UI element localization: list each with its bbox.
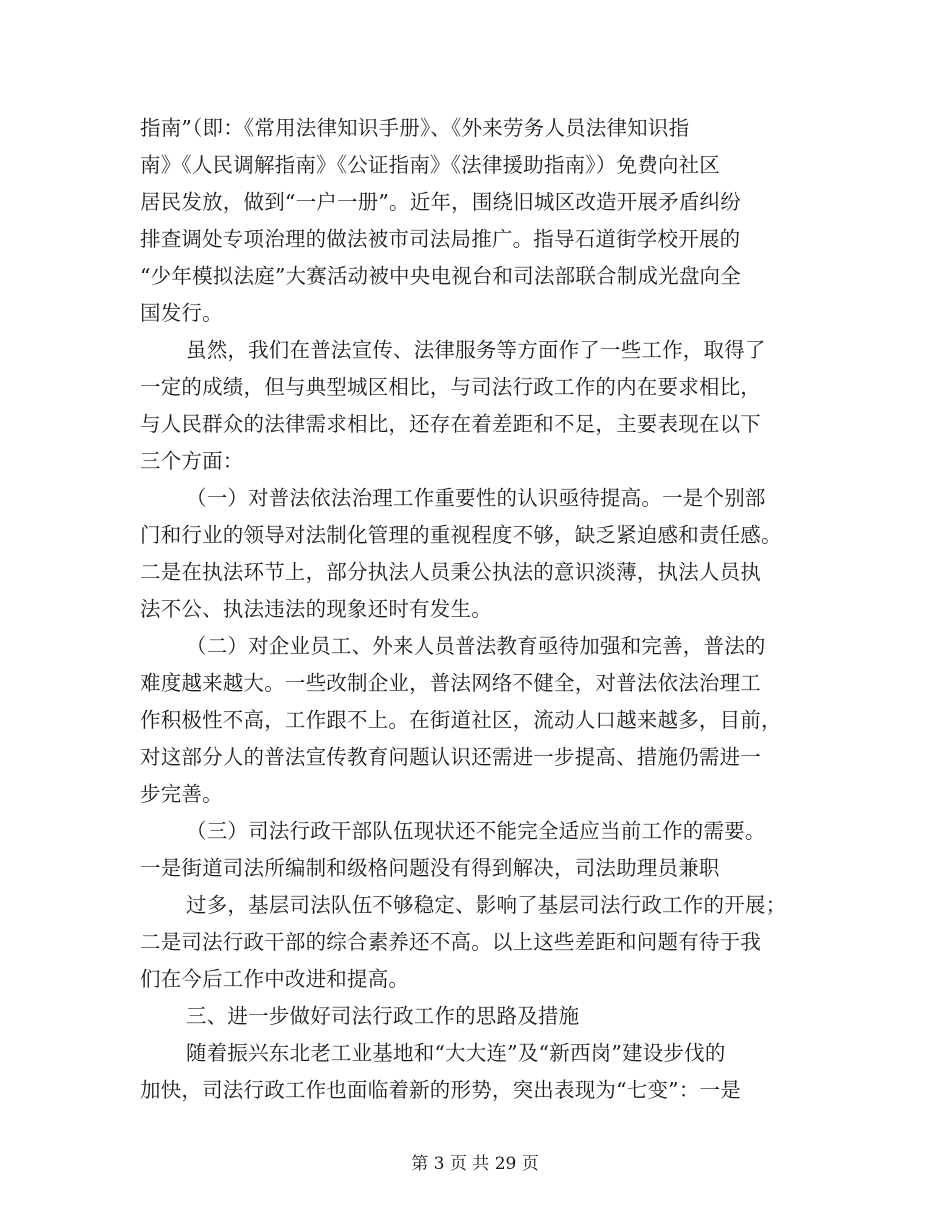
text-line: 加快，司法行政工作也面临着新的形势，突出表现为“七变”：一是 bbox=[140, 1078, 741, 1102]
text-line: 居民发放，做到“一户一册”。近年，围绕旧城区改造开展矛盾纠纷 bbox=[140, 190, 741, 214]
text-line: 法不公、执法违法的现象还时有发生。 bbox=[140, 597, 492, 621]
text-line: 虽然，我们在普法宣传、法律服务等方面作了一些工作，取得了 bbox=[186, 338, 766, 362]
text-line: 对这部分人的普法宣传教育问题认识还需进一步提高、措施仍需进一 bbox=[140, 745, 761, 769]
text-line: 们在今后工作中改进和提高。 bbox=[140, 967, 410, 991]
text-line: 门和行业的领导对法制化管理的重视程度不够，缺乏紧迫感和责任感。 bbox=[140, 523, 782, 547]
section-heading: 三、进一步做好司法行政工作的思路及措施 bbox=[186, 1004, 580, 1028]
text-line: 随着振兴东北老工业基地和“大大连”及“新西岗”建设步伐的 bbox=[186, 1041, 726, 1065]
text-line: 指南”（即：《常用法律知识手册》、《外来劳务人员法律知识指 bbox=[140, 116, 690, 140]
text-line: 排查调处专项治理的做法被市司法局推广。指导石道街学校开展的 bbox=[140, 227, 741, 251]
text-line: 二是在执法环节上，部分执法人员秉公执法的意识淡薄，执法人员执 bbox=[140, 560, 761, 584]
text-line: （三）司法行政干部队伍现状还不能完全适应当前工作的需要。 bbox=[186, 819, 766, 843]
text-line: 三个方面： bbox=[140, 449, 244, 473]
text-line: 一是街道司法所编制和级格问题没有得到解决，司法助理员兼职 bbox=[140, 856, 720, 880]
text-line: （二）对企业员工、外来人员普法教育亟待加强和完善，普法的 bbox=[186, 634, 766, 658]
text-line: 难度越来越大。一些改制企业，普法网络不健全，对普法依法治理工 bbox=[140, 671, 761, 695]
text-line: 国发行。 bbox=[140, 301, 223, 325]
text-line: 作积极性不高，工作跟不上。在街道社区，流动人口越来越多，目前， bbox=[140, 708, 782, 732]
text-line: 步完善。 bbox=[140, 782, 223, 806]
text-line: （一）对普法依法治理工作重要性的认识亟待提高。一是个别部 bbox=[186, 486, 766, 510]
text-line: 南》《人民调解指南》《公证指南》《法律援助指南》）免费向社区 bbox=[140, 153, 720, 177]
page-number-footer: 第 3 页 共 29 页 bbox=[411, 1154, 539, 1174]
text-line: 与人民群众的法律需求相比，还存在着差距和不足，主要表现在以下 bbox=[140, 412, 761, 436]
text-line: “少年模拟法庭”大赛活动被中央电视台和司法部联合制成光盘向全 bbox=[140, 264, 741, 288]
text-line: 一定的成绩，但与典型城区相比，与司法行政工作的内在要求相比， bbox=[140, 375, 761, 399]
text-line: 二是司法行政干部的综合素养还不高。以上这些差距和问题有待于我 bbox=[140, 930, 761, 954]
text-line: 过多，基层司法队伍不够稳定、影响了基层司法行政工作的开展； bbox=[186, 893, 787, 917]
